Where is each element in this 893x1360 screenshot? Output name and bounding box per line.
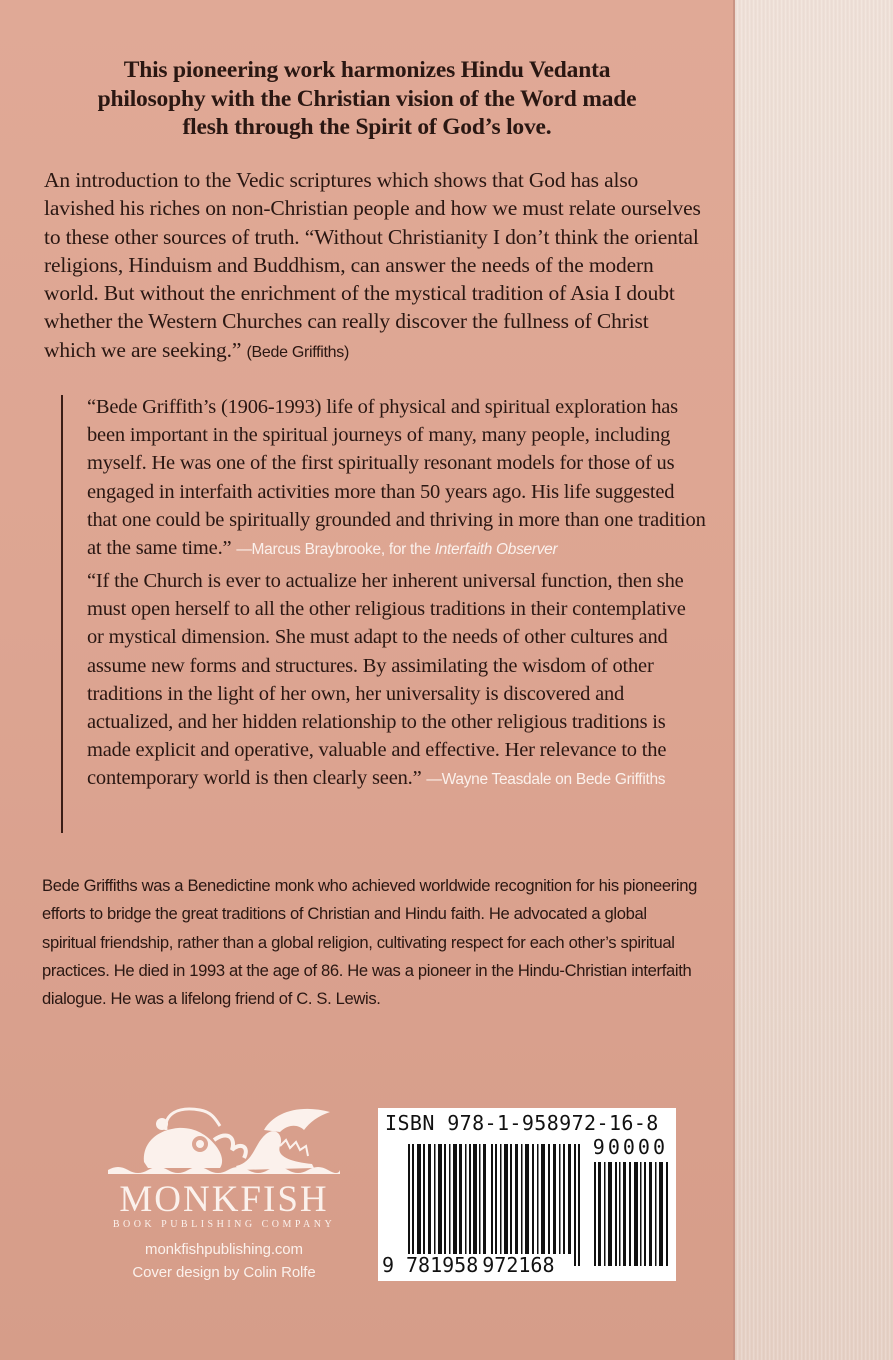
- ean-barcode-bars: [408, 1144, 586, 1266]
- quote-text: “Bede Griffith’s (1906-1993) life of physical and spiritual exploration has been important in the spiritual journeys of many, many people, including myself. He was one of the first spiritually resonant models for those of us engaged in interfaith activities more than 50 years ago. His life suggested that one could be spiritually grounded and thriving in more than one tradition at the same time.”: [87, 396, 706, 560]
- publisher-website: monkfishpublishing.com: [145, 1241, 303, 1258]
- attribution-publication: Interfaith Observer: [434, 541, 558, 559]
- ean-right-group: 972168: [482, 1253, 555, 1277]
- endorsement-quotes: [61, 395, 706, 833]
- ean-left-group: 781958: [406, 1253, 479, 1277]
- headline-line: This pioneering work harmonizes Hindu Vedanta: [123, 57, 611, 83]
- endorsement-quote: [87, 567, 707, 795]
- publisher-logo: [96, 1100, 352, 1280]
- isbn-barcode: [378, 1108, 676, 1281]
- author-bio: Bede Griffiths was a Benedictine monk who achieved worldwide recognition for his pioneering efforts to bridge the great traditions of Christian and Hindu faith. He advocated a global spiritual friendship, rather than a global religion, cultivating respect for each other’s spiritual practices. He died in 1993 at the age of 86. He was a pioneer in the Hindu-Christian interfaith dialogue. He was a lifelong friend of C. S. Lewis.: [42, 876, 698, 1009]
- book-page-edges: [733, 0, 893, 1360]
- isbn-label: ISBN 978-1-958972-16-8: [385, 1111, 659, 1135]
- headline: [70, 56, 664, 142]
- barcode-addon-number: 90000: [592, 1135, 668, 1159]
- ean-lead-digit: 9: [382, 1253, 395, 1277]
- endorsement-quote: [87, 393, 707, 564]
- addon-barcode-bars: [594, 1162, 670, 1266]
- intro-text: An introduction to the Vedic scriptures which shows that God has also lavished his riches on non-Christian people and how we must relate ourselves to these other sources of truth. “Without Christianity I don’t think the oriental religions, Hinduism and Buddhism, can answer the needs of the modern world. But without the enrichment of the mystical tradition of Asia I doubt whether the Western Churches can really discover the fullness of Christ which we are seeking.”: [44, 168, 701, 362]
- quote-attribution: —Wayne Teasdale on Bede Griffiths: [426, 771, 666, 789]
- headline-line: philosophy with the Christian vision of the Word made: [97, 85, 637, 112]
- cover-credit: Cover design by Colin Rolfe: [132, 1264, 316, 1281]
- publisher-subtitle: BOOK PUBLISHING COMPANY: [112, 1219, 336, 1230]
- headline-line: flesh through the Spirit of God’s love.: [182, 114, 552, 140]
- ean-number: [382, 1254, 557, 1276]
- publisher-name: MONKFISH: [119, 1179, 329, 1220]
- sea-monster-logo-icon: [104, 1100, 344, 1178]
- quote-attribution: [236, 541, 557, 558]
- attribution-name: —Marcus Braybrooke, for the: [236, 541, 431, 559]
- intro-paragraph: [44, 166, 704, 367]
- quote-text: “If the Church is ever to actualize her inherent universal function, then she must open herself to all the other religious traditions in their contemplative or mystical dimension. She must adapt to the needs of other cultures and assume new forms and structures. By assimilating the wisdom of other traditions in the light of her own, her universality is discovered and actualized, and her hidden relationship to the other religious traditions is made explicit and operative, valuable and effective. Her relevance to the contemporary world is then clearly seen.”: [87, 570, 686, 790]
- intro-citation: (Bede Griffiths): [246, 343, 350, 361]
